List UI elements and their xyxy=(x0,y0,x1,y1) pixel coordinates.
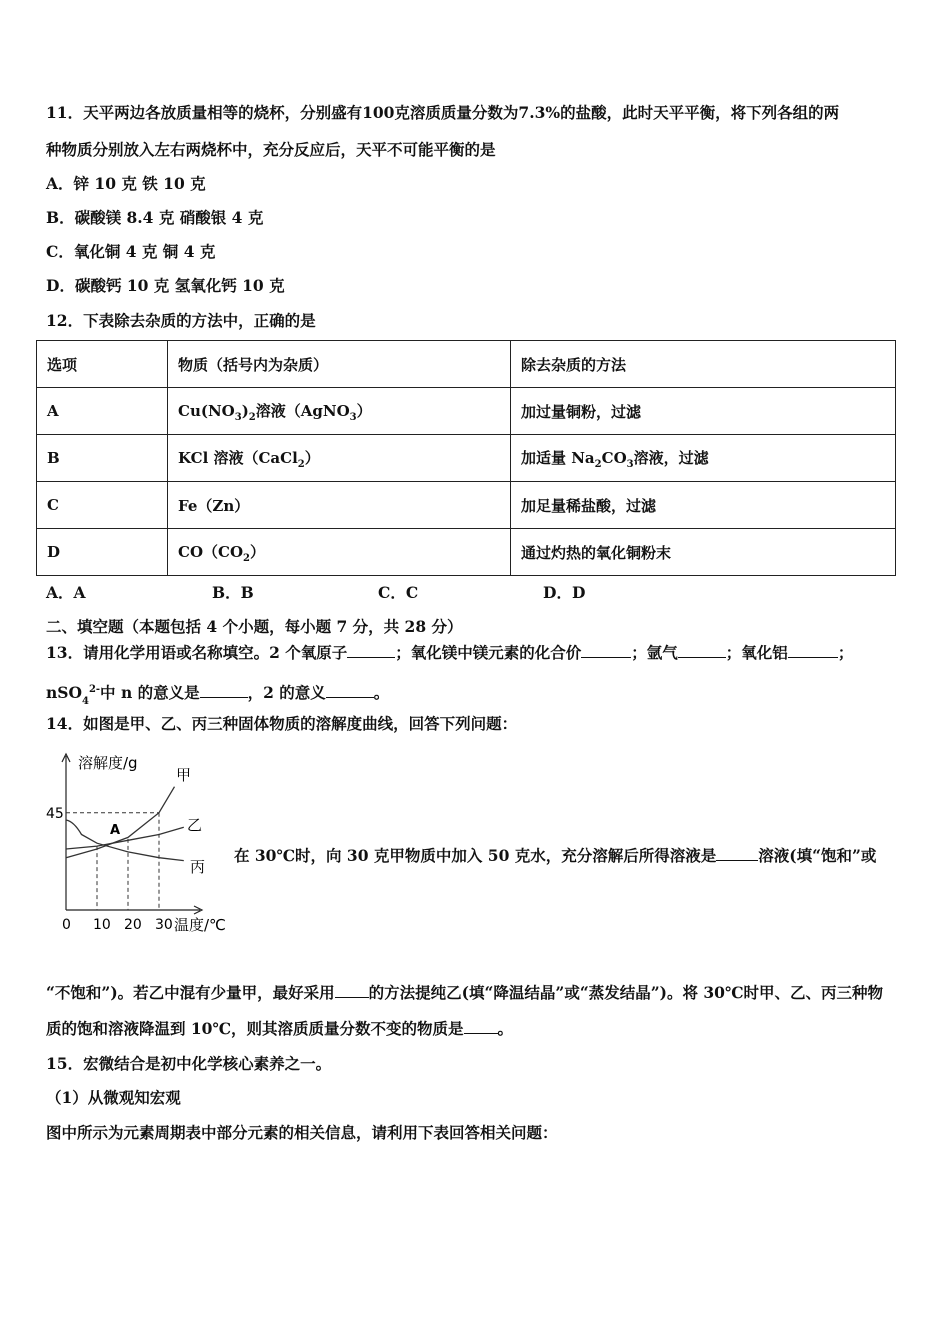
table-header-row xyxy=(37,341,896,388)
q12-answer-a: A．A xyxy=(46,583,86,602)
series-label: 乙 xyxy=(187,816,203,834)
row-option: B xyxy=(37,435,168,482)
q15-stem: 15．宏微结合是初中化学核心素养之一。 xyxy=(46,1054,332,1073)
x-tick-label: 0 xyxy=(62,917,71,933)
row-method: 加过量铜粉，过滤 xyxy=(511,388,896,435)
chart-xlabel: 温度/℃ xyxy=(174,916,226,934)
q14-text-line1: 在 30℃时，向 30 克甲物质中加入 50 克水，充分溶解后所得溶液是 溶液(填“饱和”或 xyxy=(234,846,877,865)
row-option: A xyxy=(37,388,168,435)
q12-answer-b: B．B xyxy=(212,583,254,602)
header-substance: 物质（括号内为杂质） xyxy=(168,341,511,388)
q12-stem: 12．下表除去杂质的方法中，正确的是 xyxy=(46,311,316,330)
section-title: 二、填空题（本题包括 4 个小题，每小题 7 分，共 28 分） xyxy=(46,617,463,636)
q12-answer-c: C．C xyxy=(378,583,419,602)
series-label: 丙 xyxy=(190,858,206,876)
x-tick-label: 10 xyxy=(93,917,111,933)
q15-sub1: （1）从微观知宏观 xyxy=(46,1088,181,1107)
header-option: 选项 xyxy=(37,341,168,388)
row-method: 加足量稀盐酸，过滤 xyxy=(511,482,896,529)
q15-line: 图中所示为元素周期表中部分元素的相关信息，请利用下表回答相关问题： xyxy=(46,1123,558,1142)
chart-point-label: A xyxy=(110,823,121,838)
header-method: 除去杂质的方法 xyxy=(511,341,896,388)
q13-line2: nSO$_4^{2-}$中 n 的意义是 ，2 的意义 。 xyxy=(46,683,390,708)
table-row xyxy=(37,529,896,576)
row-substance: $Cu(NO_3)_2$溶液（AgNO$_3$） xyxy=(168,388,511,435)
q11-option-b: B．碳酸镁 8.4 克 硝酸银 4 克 xyxy=(46,208,264,227)
q11-option-a: A．锌 10 克 铁 10 克 xyxy=(46,174,206,193)
row-option: D xyxy=(37,529,168,576)
solubility-chart xyxy=(40,748,235,938)
q12-answer-d: D．D xyxy=(543,583,586,602)
series-label: 甲 xyxy=(176,766,192,784)
q11-line2: 种物质分别放入左右两烧杯中，充分反应后，天平不可能平衡的是 xyxy=(46,140,496,159)
x-tick-label: 30 xyxy=(155,917,173,933)
row-method: 通过灼热的氧化铜粉末 xyxy=(511,529,896,576)
q14-text-line2: “不饱和”)。若乙中混有少量甲，最好采用 的方法提纯乙(填“降温结晶”或“蒸发结晶”)。将 30℃时甲、乙、丙三种物 xyxy=(46,983,884,1002)
q14-stem: 14．如图是甲、乙、丙三种固体物质的溶解度曲线，回答下列问题： xyxy=(46,714,518,733)
row-option: C xyxy=(37,482,168,529)
q12-table xyxy=(36,340,896,576)
table-row xyxy=(37,388,896,435)
row-substance: Fe（Zn） xyxy=(168,482,511,529)
q11-option-d: D．碳酸钙 10 克 氢氧化钙 10 克 xyxy=(46,276,285,295)
y-tick-label: 45 xyxy=(46,805,64,822)
table-row xyxy=(37,482,896,529)
q13-line1: 13．请用化学用语或名称填空。2 个氧原子 ；氧化镁中镁元素的化合价 ；氩气 ；氧化铝 ； xyxy=(46,643,854,662)
row-substance: KCl 溶液（CaCl$_2$） xyxy=(168,435,511,482)
q11-option-c: C．氧化铜 4 克 铜 4 克 xyxy=(46,242,216,261)
q11-line1: 11．天平两边各放质量相等的烧杯，分别盛有100克溶质质量分数为7.3%的盐酸，此时天平平衡，将下列各组的两 xyxy=(46,103,840,122)
chart-ylabel: 溶解度/g xyxy=(78,754,138,772)
row-method: 加适量 $Na_2CO_3$溶液，过滤 xyxy=(511,435,896,482)
table-row xyxy=(37,435,896,482)
q14-text-line3: 质的饱和溶液降温到 10℃，则其溶质质量分数不变的物质是 。 xyxy=(46,1019,514,1038)
row-substance: $CO(CO_2)$ xyxy=(168,529,511,576)
x-tick-label: 20 xyxy=(124,917,142,933)
